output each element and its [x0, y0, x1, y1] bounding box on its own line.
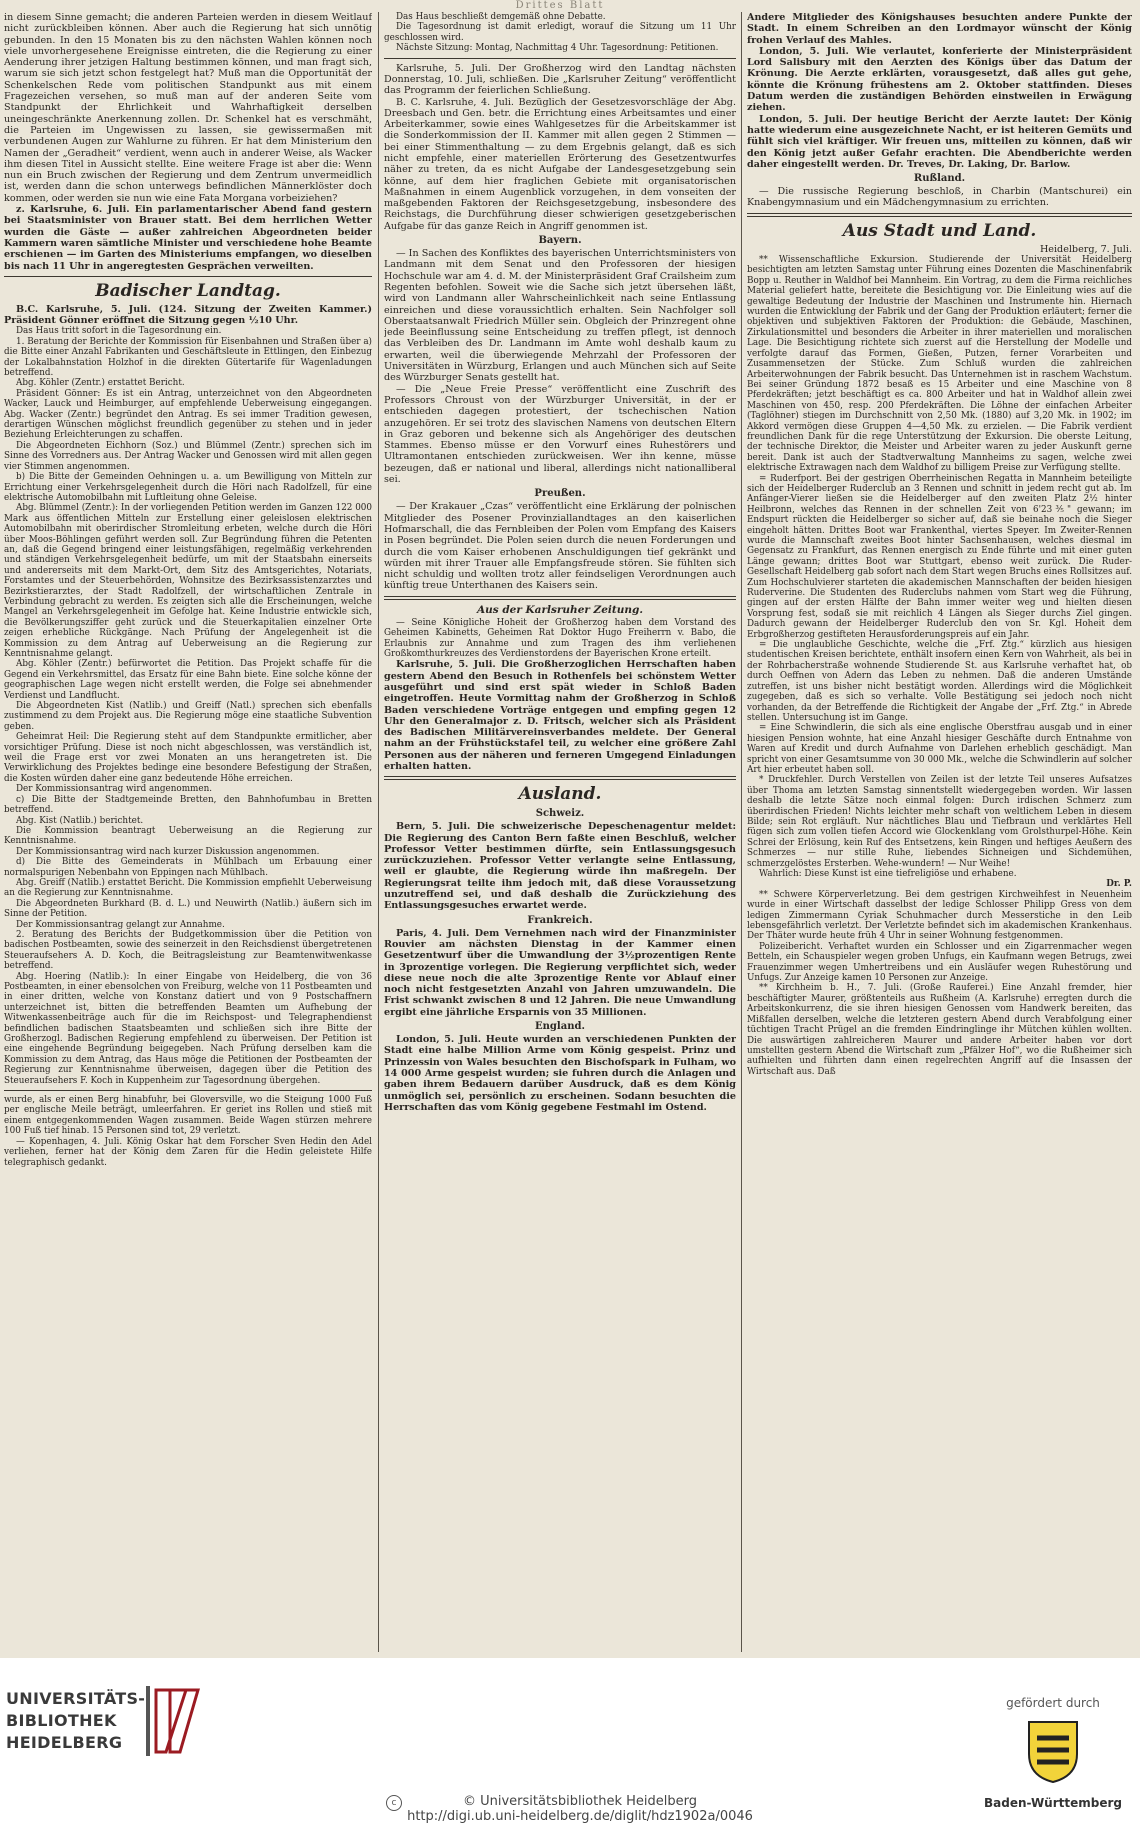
library-name-line: UNIVERSITÄTS-	[6, 1689, 146, 1708]
article-paragraph: Abg. Köhler (Zentr.) erstattet Bericht.	[16, 378, 185, 389]
copyright-text: © Universitätsbibliothek Heidelberg	[462, 1794, 697, 1809]
section-title: Aus Stadt und Land.	[842, 220, 1037, 241]
article-paragraph: Abg. Hoering (Natlib.): In einer Eingabe von Heidelberg, die von 36 Postbeamten, in einer ebensolchen von Freiburg, welche von 11 Postbeamten und in einer dritten, welche von Konstanz datiert und von 9 Postschaffnern unterzeichnet ist, bitten die betreffenden Beamten um Aufhebung der Witwenkassenbeiträge auch für die im Reichspost- und Telegraphendienst befindlichen badischen Staatsbeamten und schließen sich ihre Bitte der Großherzogl. Badischen Regierung empfehlend zu überweisen. Der Petition ist eine eingehende Begründung beigegeben. Nach Prüfung derselben kam die Kommission zu dem Antrag, das Haus möge die Petitionen der Postbeamten der Regierung zur Kenntnisnahme überweisen, dagegen über die Petition des Steueraufsehers F. Koch in Kuppenheim zur Tagesordnung übergehen.	[4, 971, 372, 1086]
article-paragraph: = Die unglaubliche Geschichte, welche die „Frf. Ztg.“ kürzlich aus hiesigen studentischen Kreisen berichtete, enthält insofern einen Kern von Wahrheit, als bei in der Rohrbacherstraße wohnende Studierende St. aus Karlsruhe verhaftet hat, ob durch Oeffnen von Adern das Leben zu nehmen. Daß die anderen Umstände zutreffen, ist uns bisher nicht bestätigt worden. Allerdings wird die Möglichkeit zugegeben, daß es sich so verhalte. Volle Bestätigung sei jedoch noch nicht vorhanden, da der Betreffende die Richtigkeit der Angabe der „Frf. Ztg.“ in Abrede stellen. Untersuchung ist im Gange.	[747, 640, 1132, 723]
section-subtitle: Frankreich.	[527, 914, 593, 926]
article-paragraph: Die Abgeordneten Burkhard (B. d. L.) und Neuwirth (Natlib.) äußern sich im Sinne der Petition.	[4, 898, 372, 920]
article-paragraph: Geheimrat Heil: Die Regierung steht auf dem Standpunkte ermitlicher, aber vorsichtiger Prüfung. Diese ist noch nicht abgeschlossen, was verständlich ist, weil die Frage erst vor zwei Monaten an uns herangetreten ist. Die Verwirklichung des Projektes bedinge eine besondere Befestigung der Straßen, die Kosten würden daher eine ganz bedeutende Höhe erreichen.	[4, 732, 372, 784]
article-paragraph: = Eine Schwindlerin, die sich als eine englische Oberstfrau ausgab und in einer hiesigen Pension wohnte, hat eine Anzahl hiesiger Geschäfte durch Entnahme von Waren auf Kredit und durch Aufnahme von Darlehen erheblich geschädigt. Man spricht von einer Gesamtsumme von 30 000 Mk., welche die Schwindlerin auf solcher Art hier erbeutet haben soll.	[747, 723, 1132, 775]
footer-text	[320, 1794, 840, 1824]
article-paragraph: ** Wissenschaftliche Exkursion. Studierende der Universität Heidelberg besichtigten am letzten Samstag unter Führung eines Dozenten die Maschinenfabrik Bopp u. Reuther in Waldhof bei Mannheim. Ein Vortrag, zu dem die Firma reichliches Material geliefert hatte, bereitete die Besichtigung vor. Die Einleitung wies auf die gewaltige Bedeutung der Industrie der Maschinen und Instrumente hin. Hiernach wurden die Entwicklung der Fabrik und der Gang der Produktion erläutert; ferner die objektiven und subjektiven Faktoren der Produktion: die Gebäude, Maschinen, Zirkulationsmittel und besonders die Arbeiter in ihrer materiellen und moralischen Lage. Die Besichtigung richtete sich zuerst auf die Herstellung der Modelle und verfolgte darauf das Formen, Gießen, Putzen, ferner Vorarbeiten und Zusammensetzen der Stücke. Zum Schluß wurden die zahlreichen Arbeiterwohnungen der Fabrik besucht. Das Unternehmen ist in raschem Wachstum. Bei seiner Gründung 1872 besaß es 15 Arbeiter und eine Maschine von 8 Pferdekräften; jetzt beschäftigt es ca. 800 Arbeiter und hat in Waldhof allein zwei Maschinen von 450, resp. 200 Pferdekräften. Die Löhne der einfachen Arbeiter (Taglöhner) stiegen im Durchschnitt von 2,50 Mk. (1880) auf 3,20 Mk. in 1902; im Akkord vermögen diese Gruppen 4—4,50 Mk. zu erzielen. — Die Fabrik verdient freundlichen Dank für die rege Unterstützung der Exkursion. Die oberste Leitung, der technische Direktor, die Meister und Arbeiter waren zu jeder Auskunft gerne bereit. Dank ist auch der Stadtverwaltung Mannheims zu sagen, welche zwei elektrische Extrawagen nach dem Waldhof zu billigem Preise zur Verfügung stellte.	[747, 255, 1132, 474]
permalink[interactable]: http://digi.ub.uni-heidelberg.de/diglit/hdz1902a/0046	[407, 1809, 753, 1824]
divider	[384, 596, 736, 600]
column-rule	[378, 12, 379, 1652]
article-paragraph: Präsident Gönner: Es ist ein Antrag, unterzeichnet von den Abgeordneten Wacker, Lauck und Heimburger, auf empfehlende Ueberweisung eingegangen. Abg. Wacker (Zentr.) begründet den Antrag. Es sei immer Tradition gewesen, derartigen Wünschen möglichst freundlich gegenüber zu stehen und in jeder Beziehung Erleichterungen zu schaffen.	[4, 388, 372, 441]
article-paragraph: Die Kommission beantragt Ueberweisung an die Regierung zur Kenntnisnahme.	[4, 825, 372, 847]
article-paragraph: c) Die Bitte der Stadtgemeinde Bretten, den Bahnhofumbau in Bretten betreffend.	[4, 794, 372, 816]
author-signature: Dr. P.	[1106, 879, 1132, 890]
library-name-line: HEIDELBERG	[6, 1733, 123, 1752]
section-title: Ausland.	[518, 784, 602, 805]
article-paragraph: — In Sachen des Konfliktes des bayerischen Unterrichtsministers von Landmann mit dem Senat und den Professoren der hiesigen Hochschule war am 4. d. M. der Ministerpräsident Graf Crailsheim zum Regenten befohlen. Soweit wie die Sache sich jetzt übersehen läßt, wird von Landmann aller Wahrscheinlichkeit nach seine Entlassung einreichen und diese voraussichtlich erhalten. Sein Nachfolger soll Oberstaatsanwalt Friedrich Müller sein. Obgleich der Prinzregent ohne jede Beeinflussung seine Entscheidung zu treffen pflegt, ist dennoch das Verbleiben des Dr. Landmann im Amte wohl deshalb kaum zu erwarten, weil die überwiegende Mehrzahl der Professoren der Universitäten in Würzburg, Erlangen und auch München sich auf Seite des Würzburger Senats gestellt hat.	[384, 248, 736, 384]
divider	[384, 58, 736, 59]
section-subtitle: Bayern.	[538, 235, 582, 247]
article-paragraph: b) Die Bitte der Gemeinden Oehningen u. a. um Bewilligung von Mitteln zur Errichtung einer Verkehrsgelegenheit durch die Höri nach Radolfzell, für eine elektrische Automobilbahn mit Luftleitung ohne Geleise.	[4, 472, 372, 503]
article-paragraph: B. C. Karlsruhe, 4. Juli. Bezüglich der Gesetzesvorschläge der Abg. Dreesbach und Gen. betr. die Errichtung eines Arbeitsamtes und einer Arbeiterkammer, sowie eines Wahlgesetzes für die Arbeitskammer ist die Sonderkommission der II. Kammer mit allen gegen 2 Stimmen — bei einer Stimmenthaltung — zu dem Ergebnis gelangt, daß es sich nicht empfehle, einer materiellen Erörterung des Gesetzentwurfes näher zu treten, da es nicht Aufgabe der Landesgesetzgebung sein könne, auf dem hier fraglichen Gebiete mit organisatorischen Maßnahmen in einem Augenblick vorzugehen, in dem vonseiten der maßgebenden Faktoren der Reichsgesetzgebung, insbesondere des Reichstags, die Durchführung dieser schwierigen gesetzgeberischen Aufgabe für das ganze Reich in Angriff genommen ist.	[384, 96, 736, 232]
article-paragraph: * Druckfehler. Durch Verstellen von Zeilen ist der letzte Teil unseres Aufsatzes über Thoma am letzten Samstag sinnentstellt wiedergegeben worden. Wir lassen deshalb die letzte Sätze noch einmal folgen: Durch irdischen Schmerz zum überirdischen Frieden! Nichts leichter mehr schaft von weltlichem Leben in diesem Bilde; sein Rot ergläuft. Nur nächtliches Blau und Tiefbraun und verklärtes Hell fügen sich zum vollen tiefen Accord wie Glockenklang vom Grolsthurpel-Höhe. Kein Schrei der Erlösung, kein Ruf des Entsetzens, kein Ringen und heftiges Aeußern des Schmerzes — nur stille Ruhe, liebendes Sichneigen und Sichdemühen, schmerzgelöstes Ersterben. Wehe-wundern! — Nur Weihe!	[747, 775, 1132, 869]
copyright-icon: c	[386, 1795, 402, 1811]
article-paragraph: Paris, 4. Juli. Dem Vernehmen nach wird der Finanzminister Rouvier am nächsten Dienstag in der Kammer einen Gesetzentwurf über die Umwandlung der 3½prozentigen Rente in 3prozentige vorlegen. Die Regierung verpflichtet sich, weder diese neue noch die alte 3prozentige Rente vor Ablauf einer noch nicht festgesetzten Anzahl von Jahren umzuwandeln. Die Frist schwankt zwischen 8 und 12 Jahren. Die neue Umwandlung ergibt eine jährliche Ersparnis von 35 Millionen.	[384, 927, 736, 1018]
article-paragraph: Der Kommissionsantrag gelangt zur Annahme.	[16, 919, 225, 930]
article-paragraph: London, 5. Juli. Heute wurden an verschiedenen Punkten der Stadt eine halbe Million Arme vom König gespeist. Prinz und Prinzessin von Wales besuchten den Bischofspark in Fulham, wo 14 000 Arme gespeist wurden; sie fuhren durch die Anlagen und gaben ihrem Bedauern darüber Ausdruck, daß es dem König unmöglich sei, persönlich zu erscheinen. Sodann besuchten die Herrschaften das vom König gegebene Festmahl im Ostend.	[384, 1034, 736, 1113]
column-3	[747, 12, 1132, 1652]
article-paragraph: London, 5. Juli. Der heutige Bericht der Aerzte lautet: Der König hatte wiederum eine ausgezeichnete Nacht, er ist heiteren Gemüts und fühlt sich viel kräftiger. Wir freuen uns, mitteilen zu können, daß wir den König jetzt außer Gefahr erachten. Die Abendberichte werden daher eingestellt werden. Dr. Treves, Dr. Laking, Dr. Barlow.	[747, 113, 1132, 170]
article-paragraph: = Ruderfport. Bei der gestrigen Oberrheinischen Regatta in Mannheim beteiligte sich der Heidelberger Ruderclub an 3 Rennen und schnitt in jedem recht gut ab. Im Anfänger-Vierer ließen sie die Heidelberger auf den zweiten Platz 2½ hinter Heilbronn, welches das Rennen in der schnellen Zeit von 6'23⅗" gewann; im Endspurt rückten die Heidelberger so sicher auf, daß sie beinahe noch die Sieger eingeholt hätten. Drittes Boot war Frankenthal, viertes Speyer. Im Zweiter-Rennen wurde die Mannschaft zweites Boot hinter Sachsenhausen, welches diesmal im Gegensatz zu Frankfurt, das Rennen energisch zu Ende führte und mit einer guten Länge gewann; drittes Boot war Stuttgart, ebenso weit zurück. Die Ruder-Gesellschaft Heidelberg gab sofort nach dem Start wegen Bruchs eines Rollsitzes auf. Zum Hochschulvierer starteten die akademischen Mannschaften der beiden hiesigen Ruderverine. Die Studenten des Ruderclubs nahmen vom Start weg die Führung, gingen auf der ersten Hälfte der Bahn immer weiter weg und hielten diesen Vorsprung fest, sodaß sie mit reichlich 4 Längen als Sieger durchs Ziel gingen. Dadurch gewann der Heidelberger Ruderclub den von Sr. Kgl. Hoheit dem Erbgroßherzog gestifteten Herausforderungspreis auf ein Jahr.	[747, 473, 1132, 640]
article-paragraph: Der Kommissionsantrag wird angenommen.	[16, 784, 213, 795]
funder-logo[interactable]	[978, 1696, 1128, 1816]
article-paragraph: Der Kommissionsantrag wird nach kurzer Diskussion angenommen.	[16, 846, 320, 857]
article-paragraph: — Seine Königliche Hoheit der Großherzog haben dem Vorstand des Geheimen Kabinetts, Geheimen Rat Doktor Hugo Freiherrn v. Babo, die Erlaubnis zur Annahme und zum Tragen des ihm verliehenen Großkomthurkreuzes des Verdienstordens der Bayerischen Krone erteilt.	[384, 617, 736, 659]
article-paragraph: Polizeibericht. Verhaftet wurden ein Schlosser und ein Zigarrenmacher wegen Betteln, ein Schauspieler wegen groben Unfugs, ein Kaufmann wegen Betrugs, zwei Frauenzimmer wegen Umhertreibens und ein Ausläufer wegen Ruhestörung und Unfugs. Zur Anzeige kamen 10 Personen zur Anzeige.	[747, 941, 1132, 984]
page-header: Drittes Blatt	[515, 0, 605, 11]
section-title: Badischer Landtag.	[95, 280, 281, 301]
article-paragraph: Die Abgeordneten Kist (Natlib.) und Greiff (Natl.) sprechen sich ebenfalls zustimmend zu dem Projekt aus. Die Regierung möge eine staatliche Subvention geben.	[4, 701, 372, 732]
library-emblem-icon	[146, 1686, 202, 1756]
article-paragraph: Karlsruhe, 5. Juli. Der Großherzog wird den Landtag nächsten Donnerstag, 10. Juli, schließen. Die „Karlsruher Zeitung“ veröffentlicht das Programm der feierlichen Schließung.	[384, 62, 736, 97]
article-paragraph: 1. Beratung der Berichte der Kommission für Eisenbahnen und Straßen über a) die Bitte einer Anzahl Fabrikanten und Geschäftsleute in Ettlingen, den Einbezug der Lokalbahnstation Holzhof in die direkten Gütertarife für Wagenladungen betreffend.	[4, 336, 372, 379]
article-paragraph: — Kopenhagen, 4. Juli. König Oskar hat dem Forscher Sven Hedin den Adel verliehen, ferner hat der König dem Zaren für die Hedin geleistete Hilfe telegraphisch gedankt.	[4, 1136, 372, 1168]
dateline: Heidelberg, 7. Juli.	[1039, 243, 1132, 255]
article-paragraph: wurde, als er einen Berg hinabfuhr, bei Gloversville, wo die Steigung 1000 Fuß per englische Meile beträgt, umleerfahren. Er geriet ins Rollen und stieß mit einem entgegenkommenden Wagen zusammen. Beide Wagen stürzen mehrere 100 Fuß tief hinab. 15 Personen sind tot, 29 verletzt.	[4, 1095, 372, 1137]
article-paragraph: ** Kirchheim b. H., 7. Juli. (Große Rauferei.) Eine Anzahl fremder, hier beschäftigter Maurer, größtenteils aus Rußheim (A. Karlsruhe) erregten durch die Arbeitskonkurrenz, die sie ihren hiesigen Genossen vom Handwerk bereiten, das Mißfallen derselben, welche die letzteren gestern Abend durch Verabfolgung einer tüchtigen Tracht Prügel an die fremden Eindringlinge ihr Mütchen kühlen wollten. Die auswärtigen zahlreicheren Maurer und andere Arbeiter haben vor dort umstellten gestern Abend die Wirtschaft zum „Pfälzer Hof“, wo die Rußheimer sich aufhielten und führten dann einen regelrechten Angriff auf die Insassen der Wirtschaft aus. Daß	[747, 983, 1132, 1077]
library-logo[interactable]	[4, 1678, 224, 1798]
article-paragraph: Abg. Kist (Natlib.) berichtet.	[16, 815, 144, 826]
article-lead: B.C. Karlsruhe, 5. Juli. (124. Sitzung der Zweiten Kammer.) Präsident Gönner eröffnet die Sitzung gegen ½10 Uhr.	[4, 303, 372, 327]
article-paragraph: d) Die Bitte des Gemeinderats in Mühlbach um Erbauung einer normalspurigen Nebenbahn von Eppingen nach Mühlbach.	[4, 857, 372, 878]
article-paragraph: Die Tagesordnung ist damit erledigt, worauf die Sitzung um 11 Uhr geschlossen wird.	[384, 22, 736, 43]
article-paragraph: London, 5. Juli. Wie verlautet, konferierte der Ministerpräsident Lord Salisbury mit den Aerzten des Königs über das Datum der Krönung. Die Aerzte erklärten, vorausgesetzt, daß alles gut gehe, könnte die Krönung frühestens am 2. Oktober stattfinden. Dieses Datum werden die zuständigen Behörden einstweilen in Erwägung ziehen.	[747, 45, 1132, 114]
section-subtitle: Preußen.	[534, 488, 586, 500]
viewer-footer	[0, 1658, 1140, 1832]
article-paragraph: Abg. Blümmel (Zentr.): In der vorliegenden Petition werden im Ganzen 122 000 Mark aus öffentlichen Mitteln zur Erstellung einer geleislosen elektrischen Automobilbahn mit oberirdischer Stromleitung erbeten, welche durch die Höri über Moos-Böhlingen geführt werden soll. Zur Begründung führen die Petenten an, daß die Gegend bringend einer leistungsfähigen, regelmäßig verkehrenden und ständigen Verkehrsgelegenheit bedürfe, um mit der Staatsbahn einerseits und andererseits mit dem Markt-Ort, dem Sitz des Amtsgerichtes, Notariats, Forstamtes und der Steuerbehörden, Wohnsitze des Bezirksassistenzarztes und Bezirkstierarztes, der Stadt Radolfzell, der wirtschaftlichen Zentrale in Verbindung gebracht zu werden. Es zeigten sich alle die Erscheinungen, welche Mangel an Verkehrsgelegenheit im Gefolge hat. Keine Industrie entwickle sich, die Bevölkerungsziffer geht zurück und die Steuerkapitalien einzelner Orte zeigen erhebliche Rückgänge. Nach Prüfung der Angelegenheit ist die Kommission zu dem Antrag auf Ueberweisung an die Regierung zur Kenntnisnahme gelangt.	[4, 503, 372, 660]
funded-by-label: gefördert durch	[1006, 1696, 1100, 1710]
coat-of-arms-icon	[1023, 1716, 1083, 1786]
column-2	[384, 12, 736, 1652]
article-paragraph: ** Schwere Körperverletzung. Bei dem gestrigen Kirchweihfest in Neuenheim wurde in einer Wirtschaft dasselbst der ledige Schlosser Philipp Gress von dem ledigen Zimmermann Cyriak Schuhmacher durch Messerstiche in den Leib lebensgefährlich verletzt. Der Verletzte befindet sich im akademischen Krankenhaus. Der Thäter wurde heute früh 4 Uhr in seiner Wohnung festgenommen.	[747, 889, 1132, 942]
article-paragraph: — Der Krakauer „Czas“ veröffentlicht eine Erklärung der polnischen Mitglieder des Posener Provinziallandtages an den kaiserlichen Hofmarschall, die das Fernbleiben der Polen vom Empfang des Kaisers in Posen begründet. Die Polen seien durch die neuen Forderungen und durch die vom Kaiser erhobenen Anschuldigungen tief gekränkt und würden mit ihrer Trauer alle Empfangsfreude stören. Sie fühlten sich nicht schuldig und wollten trotz aller feindseligen Verordnungen auch künftig treue Unterthanen des Kaisers sein.	[384, 501, 736, 592]
article-paragraph: Die Abgeordneten Eichhorn (Soz.) und Blümmel (Zentr.) sprechen sich im Sinne des Vorredners aus. Der Antrag Wacker und Genossen wird mit allen gegen vier Stimmen angenommen.	[4, 440, 372, 472]
column-rule	[741, 12, 742, 1652]
section-subtitle: Rußland.	[913, 173, 966, 185]
article-paragraph: Das Haus tritt sofort in die Tagesordnung ein.	[16, 326, 222, 337]
article-paragraph: Karlsruhe, 5. Juli. Die Großherzoglichen Herrschaften haben gestern Abend den Besuch in Rothenfels bei schönstem Wetter ausgeführt und sind erst spät wieder in Schloß Baden eingetroffen. Heute Vormittag nahm der Großherzog in Schloß Baden verschiedene Vorträge entgegen und empfing gegen 12 Uhr den Generalmajor z. D. Fritsch, welcher sich als Präsident des Badischen Militärvereinsverbandes meldete. Der General nahm an der Frühstückstafel teil, zu welcher eine größere Zahl Personen aus der näheren und ferneren Umgegend Einladungen erhalten hatten.	[384, 659, 736, 772]
section-subtitle: Schweiz.	[535, 808, 585, 820]
divider	[747, 213, 1132, 217]
article-paragraph: Abg. Köhler (Zentr.) befürwortet die Petition. Das Projekt schaffe für die Gegend ein Verkehrsmittel, das Ersatz für eine Bahn biete. Eine solche könne der geographischen Lage wegen nicht erstellt werden, die Folge sei abnehmender Verdienst und Landflucht.	[4, 659, 372, 701]
library-name	[6, 1688, 146, 1754]
article-paragraph: 2. Beratung des Berichts der Budgetkommission über die Petition von badischen Postbeamten, sowie des seinerzeit in den Reichsdienst übergetretenen Steueraufsehers A. D. Koch, die Beitragsleistung zur Beamtenwitwenkasse betreffend.	[4, 929, 372, 972]
funder-name: Baden-Württemberg	[983, 1796, 1122, 1810]
article-paragraph: Bern, 5. Juli. Die schweizerische Depeschenagentur meldet: Die Regierung des Canton Bern faßte einen Beschluß, welcher Professor Vetter bestimmen dürfte, sein Entlassungsgesuch zurückzuziehen. Professor Vetter verlangte seine Entlassung, weil er glaubte, die Regierung würde ihn maßregeln. Der Regierungsrat teilte ihm jedoch mit, daß diese Voraussetzung unzutreffend sei, und daß deshalb die Zurückziehung des Entlassungsgesuches erwartet werde.	[384, 821, 736, 912]
article-paragraph: — Die „Neue Freie Presse“ veröffentlicht eine Zuschrift des Professors Chroust von der Würzburger Universität, in der er entschieden dagegen protestiert, der tschechischen Nation anzugehören. Er sei trotz des slavischen Namens von deutschen Eltern in Graz geboren und bekenne sich als Angehöriger des deutschen Stammes. Ebenso müsse er den Vorwurf eines Ruhestörers und Ultramontanen entschieden zurückweisen. Wer ihn kenne, müsse bezeugen, daß er national und liberal, allerdings nicht nationalliberal sei.	[384, 383, 736, 486]
article-paragraph: Das Haus beschließt demgemäß ohne Debatte.	[396, 12, 606, 22]
divider	[4, 1090, 372, 1091]
library-name-line: BIBLIOTHEK	[6, 1711, 117, 1730]
article-paragraph: Abg. Greiff (Natlib.) erstattet Bericht. Die Kommission empfiehlt Ueberweisung an die Regierung zur Kenntnisnahme.	[4, 877, 372, 899]
section-title: Aus der Karlsruher Zeitung.	[476, 603, 644, 616]
section-subtitle: England.	[535, 1021, 585, 1033]
article-paragraph: Nächste Sitzung: Montag, Nachmittag 4 Uhr. Tagesordnung: Petitionen.	[396, 43, 719, 54]
article-paragraph: in diesem Sinne gemacht; die anderen Parteien werden in diesem Weitlauf nicht zurückbleiben können. Aber auch die Regierung hat sich unnötig gebunden. In den 15 Monaten bis zu den nächsten Wahlen können noch viele unvorhergesehene Ereignisse eintreten, die die Regierung zu einer Aenderung ihrer jetzigen Haltung bestimmen können, und man fragt sich, warum sie sich jetzt schon festgelegt hat? Muß man die Opportunität der Schenkelschen Rede vom politischen Standpunkt aus mit einem Fragezeichen versehen, so muß man auf der anderen Seite vom Standpunkt der Ehrlichkeit und Wahrhaftigkeit derselben uneingeschränkte Anerkennung zollen. Dr. Schenkel hat es verschmäht, die Parteien im Ungewissen zu lassen, sie gewissermaßen mit verbundenen Augen zur Wahlurne zu führen. Er hat dem Ministerium den Namen der „Geradheit“ verdient, wenn auch in anderer Weise, als Wacker ihm diesen Titel in Aussicht stellte. Eine weitere Frage ist aber die: Wenn nun ein Bruch zwischen der Regierung und dem Zentrum unvermeidlich ist, werden dann die schon unterwegs befindlichen Männerklöster doch kommen, oder werden sie nun wie eine Fata Morgana vorbeiziehen?	[4, 12, 372, 204]
divider	[4, 276, 372, 277]
article-paragraph: — Die russische Regierung beschloß, in Charbin (Mantschurei) ein Knabengymnasium und ein Mädchengymnasium zu errichten.	[747, 186, 1132, 209]
article-paragraph: z. Karlsruhe, 6. Juli. Ein parlamentarischer Abend fand gestern bei Staatsminister von Brauer statt. Bei dem herrlichen Wetter wurden die Gäste — außer zahlreichen Abgeordneten beider Kammern waren sämtliche Minister und verschiedene hohe Beamte erschienen — im Garten des Ministeriums empfangen, wo dieselben bis nach 11 Uhr in angeregtesten Gesprächen verweilten.	[4, 204, 372, 272]
article-paragraph: Wahrlich: Diese Kunst ist eine tiefreligiöse und erhabene.	[759, 869, 1017, 880]
divider	[384, 776, 736, 780]
article-paragraph: Andere Mitglieder des Königshauses besuchten andere Punkte der Stadt. In einem Schreiben an den Lordmayor wünscht der König frohen Verlauf des Mahles.	[747, 12, 1132, 46]
column-1	[4, 12, 372, 1652]
